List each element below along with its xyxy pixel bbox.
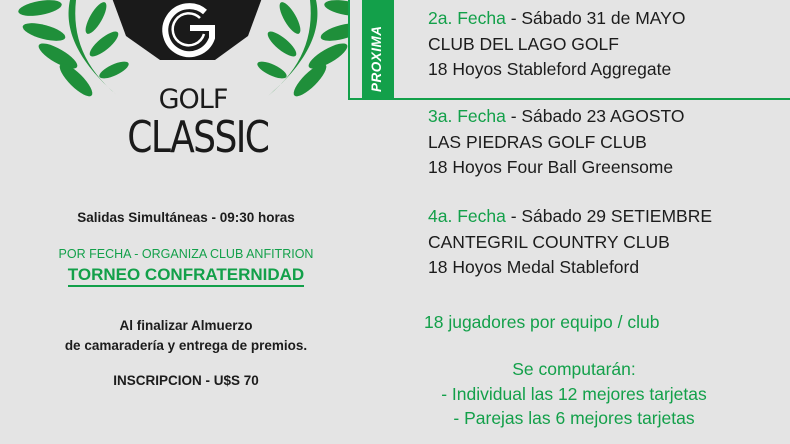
inscripcion-text: INSCRIPCION - U$S 70 bbox=[113, 373, 259, 388]
jugadores-text: 18 jugadores por equipo / club bbox=[424, 312, 660, 332]
fecha-4-date: - Sábado 29 SETIEMBRE bbox=[505, 206, 713, 226]
torneo-title-label: TORNEO CONFRATERNIDAD bbox=[68, 265, 304, 287]
fecha-3-number: 3a. Fecha bbox=[428, 106, 506, 126]
computaran-parejas: - Parejas las 6 mejores tarjetas bbox=[453, 408, 695, 428]
fecha-3-heading bbox=[428, 106, 685, 127]
organiza-text: POR FECHA - ORGANIZA CLUB ANFITRION bbox=[58, 247, 314, 261]
proxima-label: PROXIMA bbox=[369, 25, 384, 92]
salidas-text: Salidas Simultáneas - 09:30 horas bbox=[77, 210, 295, 225]
fecha-2-heading bbox=[428, 8, 685, 29]
fecha-2-date: - Sábado 31 de MAYO bbox=[505, 8, 686, 28]
logo-classic-text: CLASSIC bbox=[127, 112, 269, 163]
fecha-3-club: LAS PIEDRAS GOLF CLUB bbox=[428, 132, 647, 152]
fecha-2-number: 2a. Fecha bbox=[428, 8, 506, 28]
fecha-3-format: 18 Hoyos Four Ball Greensome bbox=[428, 157, 674, 177]
almuerzo-line-1: Al finalizar Almuerzo bbox=[119, 318, 253, 333]
almuerzo-text bbox=[0, 316, 372, 356]
fecha-4-heading bbox=[428, 206, 712, 227]
computaran-individual: - Individual las 12 mejores tarjetas bbox=[441, 384, 707, 404]
computaran-title: Se computarán: bbox=[512, 359, 636, 379]
fecha-4-club: CANTEGRIL COUNTRY CLUB bbox=[428, 232, 670, 252]
logo-golf-text: GOLF bbox=[158, 84, 228, 115]
almuerzo-line-2: de camaradería y entrega de premios. bbox=[64, 338, 308, 353]
fecha-2-format: 18 Hoyos Stableford Aggregate bbox=[428, 59, 672, 79]
fecha-4-number: 4a. Fecha bbox=[428, 206, 506, 226]
fecha-3-date: - Sábado 23 AGOSTO bbox=[505, 106, 685, 126]
torneo-title bbox=[0, 265, 372, 285]
fecha-2-club: CLUB DEL LAGO GOLF bbox=[428, 34, 619, 54]
fecha-4-format: 18 Hoyos Medal Stableford bbox=[428, 257, 640, 277]
